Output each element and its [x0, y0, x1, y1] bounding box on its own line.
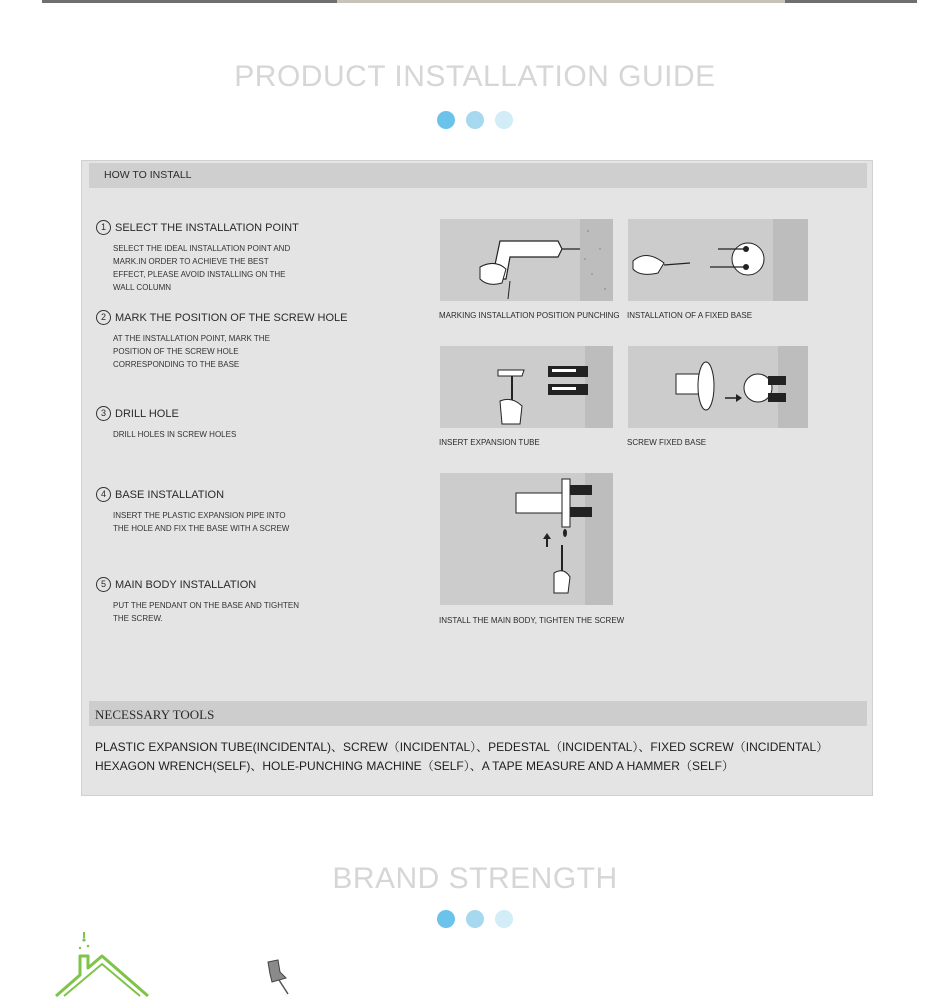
step-title: MARK THE POSITION OF THE SCREW HOLE: [115, 311, 348, 324]
dot-3: [495, 910, 513, 928]
step-desc: INSERT THE PLASTIC EXPANSION PIPE INTO THE HOLE AND FIX THE BASE WITH A SCREW: [113, 511, 290, 533]
dot-2: [466, 910, 484, 928]
brand-section-title: BRAND STRENGTH: [332, 862, 618, 895]
step-number: 1: [96, 220, 111, 235]
installation-guide-image: [81, 160, 873, 796]
panel-screw-base: [628, 346, 808, 428]
panel-fixed-base: [628, 219, 808, 301]
step-number: 5: [96, 577, 111, 592]
install-section-title: PRODUCT INSTALLATION GUIDE: [234, 60, 716, 93]
necessary-tools-label: NECESSARY TOOLS: [95, 707, 215, 722]
tools-line-1: PLASTIC EXPANSION TUBE(INCIDENTAL)、SCREW（INCIDENTAL）、PEDESTAL（INCIDENTAL）、FIXED SCREW（INCIDENTAL）: [95, 740, 829, 754]
pushpin-icon: [262, 958, 292, 998]
step-title: BASE INSTALLATION: [115, 488, 225, 501]
tools-line-2: HEXAGON WRENCH(SELF)、HOLE-PUNCHING MACHINE（SELF）、A TAPE MEASURE AND A HAMMER（SELF）: [95, 759, 734, 773]
panel-expansion-tube: [440, 346, 613, 428]
panel-main-body: [440, 473, 613, 605]
dot-3: [495, 111, 513, 129]
step-3: [96, 405, 416, 441]
install-section-dots: [0, 111, 950, 129]
top-image-strip-center: [337, 0, 785, 3]
panel-drilling: [440, 219, 613, 301]
step-number: 2: [96, 310, 111, 325]
caption-main-body: INSTALL THE MAIN BODY, TIGHTEN THE SCREW: [439, 616, 625, 625]
step-1: [96, 219, 416, 294]
brand-section-dots: [0, 910, 950, 928]
how-to-install-header: [89, 163, 867, 188]
caption-punching: MARKING INSTALLATION POSITION PUNCHING: [439, 311, 620, 320]
step-2: [96, 309, 416, 371]
dot-1: [437, 910, 455, 928]
step-number: 3: [96, 406, 111, 421]
top-image-strip: [42, 0, 917, 3]
step-5: [96, 576, 416, 625]
caption-screw-base: SCREW FIXED BASE: [627, 438, 707, 447]
caption-expansion-tube: INSERT EXPANSION TUBE: [439, 438, 540, 447]
step-title: SELECT THE INSTALLATION POINT: [115, 221, 299, 234]
step-desc: AT THE INSTALLATION POINT, MARK THE POSITION OF THE SCREW HOLE CORRESPONDING TO THE BASE: [113, 334, 270, 369]
step-desc: DRILL HOLES IN SCREW HOLES: [113, 430, 237, 439]
house-logo-graphic: [50, 930, 190, 997]
how-to-install-label: HOW TO INSTALL: [104, 169, 192, 181]
step-4: [96, 486, 416, 535]
step-title: MAIN BODY INSTALLATION: [115, 578, 257, 591]
caption-fixed-base: INSTALLATION OF A FIXED BASE: [627, 311, 753, 320]
step-number: 4: [96, 487, 111, 502]
dot-1: [437, 111, 455, 129]
necessary-tools-header: [89, 701, 867, 726]
dot-2: [466, 111, 484, 129]
step-desc: PUT THE PENDANT ON THE BASE AND TIGHTEN THE SCREW.: [113, 601, 299, 623]
step-title: DRILL HOLE: [115, 407, 179, 420]
step-desc: SELECT THE IDEAL INSTALLATION POINT AND MARK.IN ORDER TO ACHIEVE THE BEST EFFECT, PLEASE AVOID INSTALLING ON THE WALL COLUMN: [113, 244, 291, 292]
